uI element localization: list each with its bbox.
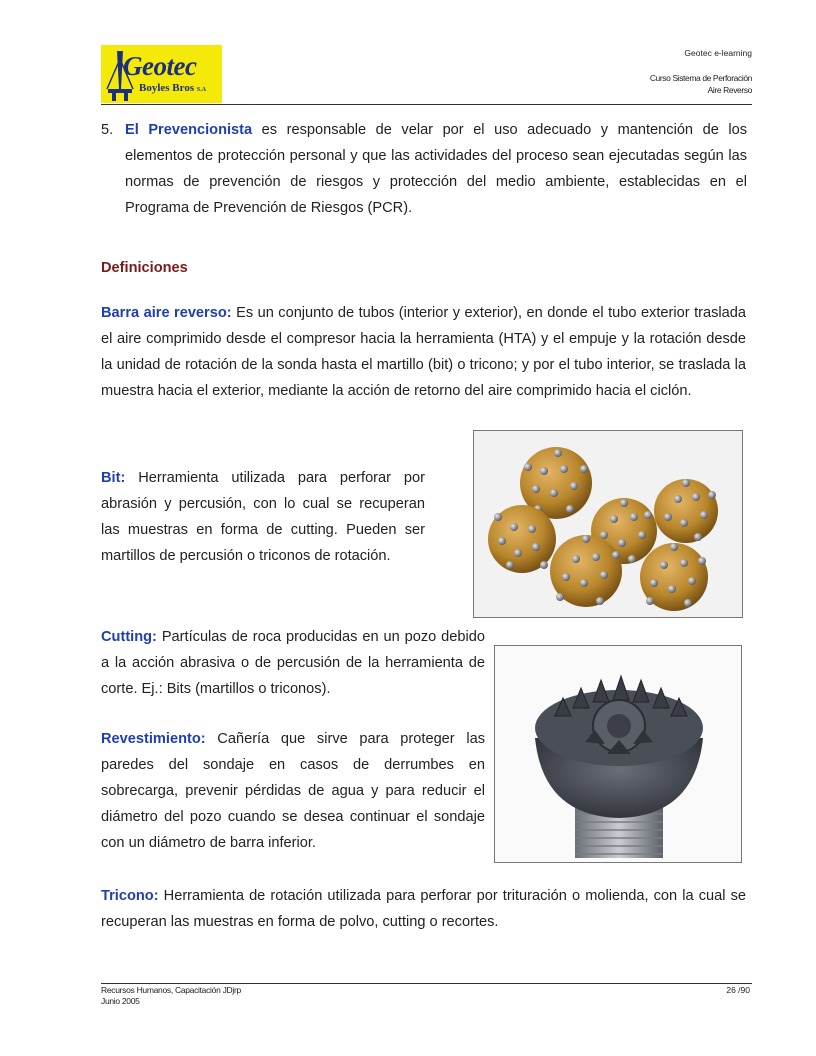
- revestimiento-text: Cañería que sirve para proteger las paredes del sondaje en casos de derrumbes en sobrecarga, prevenir pérdidas de agua y para reducir el diámetro del pozo cuando se desea continuar el sondaje con un diámetro de barra inferior.: [101, 731, 485, 851]
- logo-subtitle: Boyles Bros S.A: [139, 82, 207, 94]
- bit-6: [640, 543, 708, 611]
- barra-text: Es un conjunto de tubos (interior y exterior), en donde el tubo exterior traslada el aire comprimido desde el compresor hacia la herramienta (HTA) y el empuje y la rotación desde la unidad de rotación de la sonda hasta el martillo (bit) o tricono; y por el tubo interior, se traslada la muestra hacia el exterior, mediante la acción de retorno del aire comprimido hacia el ciclón.: [101, 305, 746, 399]
- definition-barra: [101, 300, 746, 404]
- header-course-name: Curso Sistema de Perforación: [649, 73, 752, 83]
- definition-bit: [101, 465, 425, 569]
- cutting-text: Partículas de roca producidas en un pozo debido a la acción abrasiva o de percusión de la herramienta de corte. Ej.: Bits (martillos o triconos).: [101, 629, 485, 697]
- page-number: 26 /90: [726, 985, 750, 995]
- bit-2: [488, 505, 556, 573]
- bit-5: [654, 479, 718, 543]
- item5-term: El Prevencionista: [125, 122, 253, 138]
- logo-title: Geotec: [123, 51, 197, 81]
- header-course-topic: Aire Reverso: [707, 85, 752, 95]
- bits-photo: [473, 430, 743, 618]
- definition-revestimiento: [101, 726, 485, 856]
- footer-divider: [101, 983, 752, 984]
- barra-term: Barra aire reverso:: [101, 305, 232, 321]
- geotec-logo: [101, 45, 222, 103]
- drill-bits-illustration: [474, 431, 742, 617]
- footer-department: Recursos Humanos, Capacitación JDjrp: [101, 985, 241, 995]
- cutting-term: Cutting:: [101, 629, 157, 645]
- item-number: 5.: [101, 122, 114, 138]
- definition-tricono: [101, 883, 746, 935]
- bit-term: Bit:: [101, 470, 126, 486]
- item5-paragraph: [125, 117, 747, 221]
- footer-credits: [101, 985, 241, 1007]
- definitions-heading: Definiciones: [101, 260, 188, 276]
- definition-cutting: [101, 624, 485, 702]
- item5-text: es responsable de velar por el uso adecuado y mantención de los elementos de protección personal y que las actividades del proceso sean ejecutadas según las normas de prevención de riesgos y protección del medio ambiente, establecidas en el Programa de Prevención de Riesgos (PCR).: [125, 122, 747, 216]
- bit-4: [550, 535, 622, 607]
- bit-text: Herramienta utilizada para perforar por abrasión y percusión, con lo cual se recuperan las muestras en forma de cutting. Pueden ser martillos de percusión o triconos de rotación.: [101, 470, 425, 564]
- header-course-platform: Geotec e-learning: [684, 48, 752, 58]
- footer-date: Junio 2005: [101, 996, 140, 1006]
- tricono-text: Herramienta de rotación utilizada para perforar por trituración o molienda, con la cual se recuperan las muestras en forma de polvo, cutting o recortes.: [101, 888, 746, 930]
- header-divider: [101, 104, 752, 105]
- tricono-term: Tricono:: [101, 888, 159, 904]
- revestimiento-term: Revestimiento:: [101, 731, 206, 747]
- tricone-bit-illustration: [495, 646, 741, 862]
- tricone-photo: [494, 645, 742, 863]
